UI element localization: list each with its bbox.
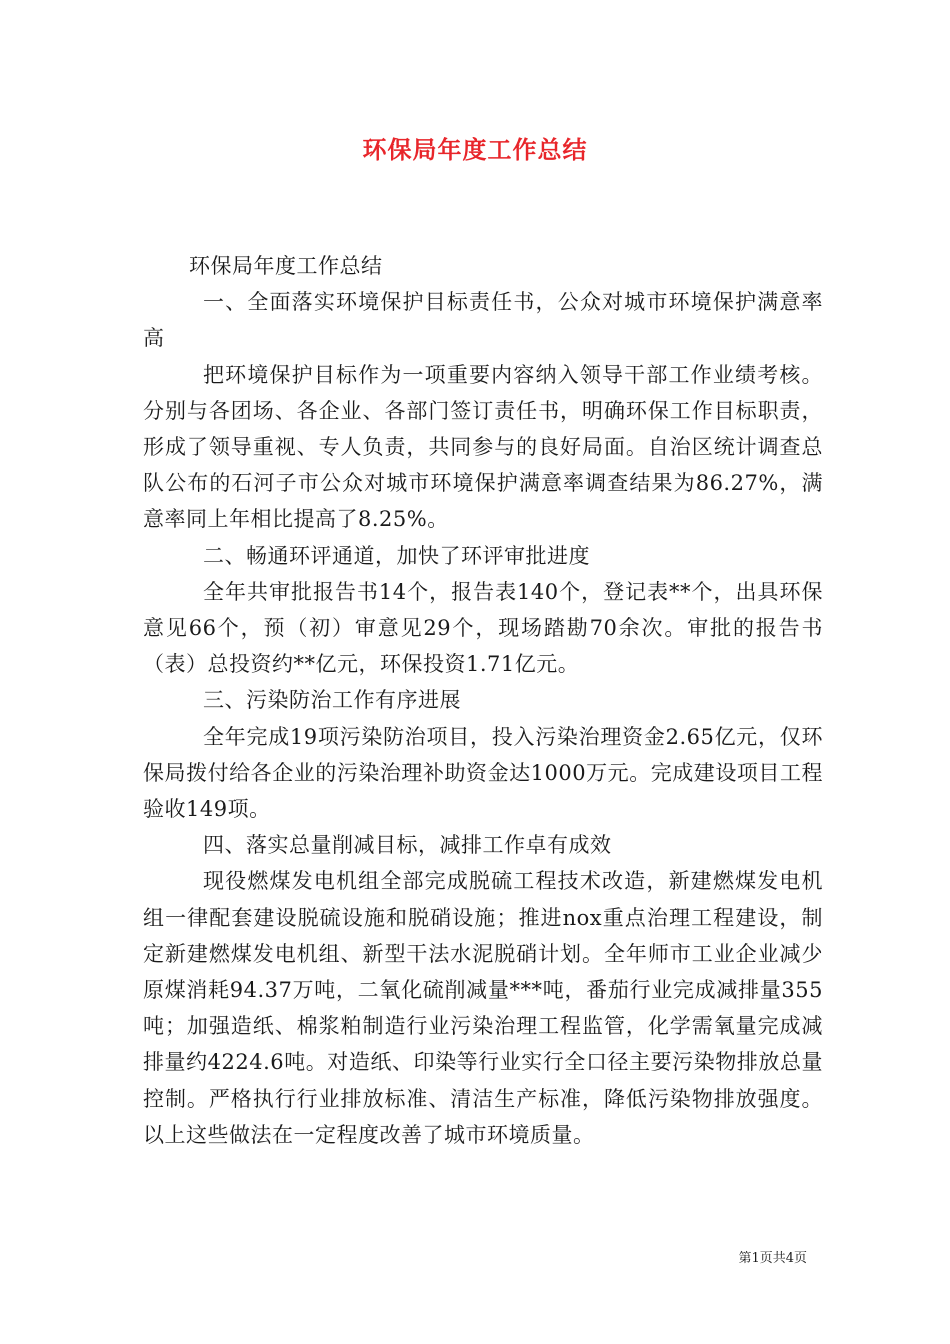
section-heading-3: 三、污染防治工作有序进展 — [203, 688, 461, 713]
document-body — [143, 248, 823, 1153]
paragraph-2: 全年共审批报告书14个，报告表140个，登记表**个，出具环保意见66个，预（初）审意见29个，现场踏勘70余次。审批的报告书（表）总投资约**亿元，环保投资1.71亿元。 — [143, 579, 823, 677]
paragraph-4: 现役燃煤发电机组全部完成脱硫工程技术改造，新建燃煤发电机组一律配套建设脱硫设施和脱硝设施；推进nox重点治理工程建设，制定新建燃煤发电机组、新型干法水泥脱硝计划。全年师市工业企业减少原煤消耗94.37万吨，二氧化硫削减量***吨，番茄行业完成减排量355吨；加强造纸、棉浆粕制造行业污染治理工程监管，化学需氧量完成减排量约4224.6吨。对造纸、印染等行业实行全口径主要污染物排放总量控制。严格执行行业排放标准、清洁生产标准，降低污染物排放强度。以上这些做法在一定程度改善了城市环境质量。 — [143, 869, 823, 1147]
paragraph-1: 把环境保护目标作为一项重要内容纳入领导干部工作业绩考核。分别与各团场、各企业、各部门签订责任书，明确环保工作目标职责，形成了领导重视、专人负责，共同参与的良好局面。自治区统计调查总队公布的石河子市公众对城市环境保护满意率调查结果为86.27%，满意率同上年相比提高了8.25%。 — [143, 362, 823, 532]
document-subtitle: 环保局年度工作总结 — [189, 254, 383, 278]
section-heading-2: 二、畅通环评通道，加快了环评审批进度 — [203, 543, 590, 568]
section-heading-4: 四、落实总量削减目标，减排工作卓有成效 — [203, 833, 612, 858]
page-title: 环保局年度工作总结 — [362, 136, 588, 164]
section-heading-1: 一、全面落实环境保护目标责任书，公众对城市环境保护满意率高 — [143, 290, 823, 351]
page-number: 第1页共4页 — [738, 1251, 807, 1266]
paragraph-3: 全年完成19项污染防治项目，投入污染治理资金2.65亿元，仅环保局拨付给各企业的污染治理补助资金达1000万元。完成建设项目工程验收149项。 — [143, 724, 823, 822]
